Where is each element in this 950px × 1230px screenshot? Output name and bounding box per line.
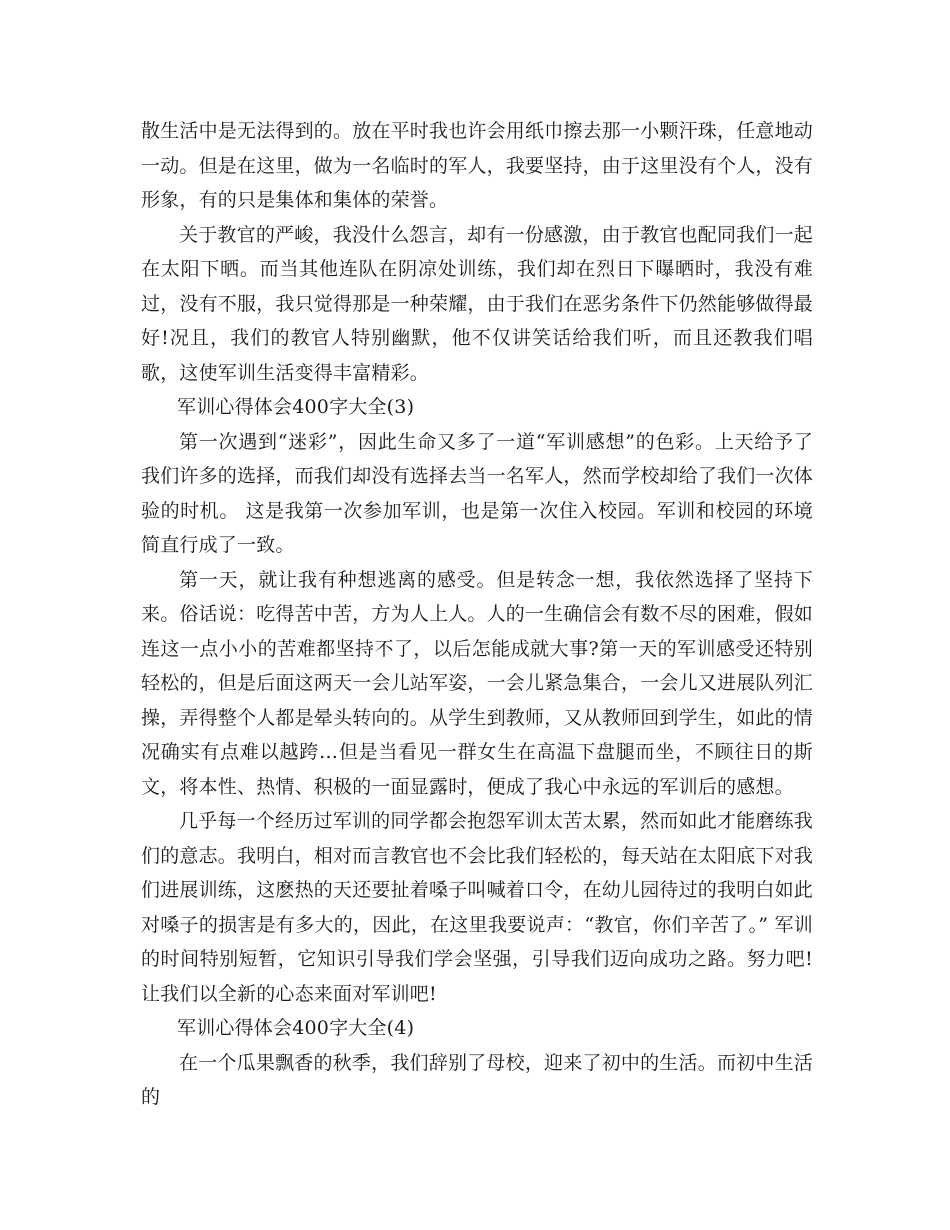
paragraph-complaints: 几乎每一个经历过军训的同学都会抱怨军训太苦太累，然而如此才能磨练我们的意志。我明白，相对而言教官也不会比我们轻松的，每天站在太阳底下对我们进展训练，这麽热的天还要扯着嗓子叫喊着口令，在幼儿园待过的我明白如此对嗓子的损害是有多大的，因此，在这里我要说声：“教官，你们辛苦了。” 军训的时间特别短暂，它知识引导我们学会坚强，引导我们迈向成功之路。努力吧!让我们以全新的心态来面对军训吧! bbox=[141, 810, 814, 1005]
document-body bbox=[141, 114, 813, 1115]
paragraph-camouflage: 第一次遇到“迷彩”，因此生命又多了一道“军训感想”的色彩。上天给予了我们许多的选择，而我们却没有选择去当一名军人，然而学校却给了我们一次体验的时机。 这是我第一次参加军训，也是第一次住入校园。军训和校园的环境简直行成了一致。 bbox=[141, 430, 814, 556]
paragraph-continuation: 散生活中是无法得到的。放在平时我也许会用纸巾擦去那一小颗汗珠，任意地动一动。但是在这里，做为一名临时的军人，我要坚持，由于这里没有个人，没有形象，有的只是集体和集体的荣誉。 bbox=[141, 120, 814, 211]
paragraph-instructor: 关于教官的严峻，我没什么怨言，却有一份感激，由于教官也配同我们一起在太阳下晒。而当其他连队在阴凉处训练，我们却在烈日下曝晒时，我没有难过，没有不服，我只觉得那是一种荣耀，由于我们在恶劣条件下仍然能够做得最好!况且，我们的教官人特别幽默，他不仅讲笑话给我们听，而且还教我们唱歌，这使军训生活变得丰富精彩。 bbox=[141, 223, 814, 384]
section-heading-4: 军训心得体会400字大全(4) bbox=[177, 1017, 415, 1039]
section-heading-3: 军训心得体会400字大全(3) bbox=[177, 396, 415, 418]
paragraph-autumn: 在一个瓜果飘香的秋季，我们辞别了母校，迎来了初中的生活。而初中生活的 bbox=[141, 1051, 813, 1108]
paragraph-first-day: 第一天，就让我有种想逃离的感受。但是转念一想，我依然选择了坚持下来。俗话说：吃得苦中苦，方为人上人。人的一生确信会有数不尽的困难，假如连这一点小小的苦难都坚持不了，以后怎能成就大事?第一天的军训感受还特别轻松的，但是后面这两天一会儿站军姿，一会儿紧急集合，一会儿又进展队列汇操，弄得整个人都是晕头转向的。从学生到教师，又从教师回到学生，如此的情况确实有点难以越跨…但是当看见一群女生在高温下盘腿而坐，不顾往日的斯文，将本性、热情、积极的一面显露时，便成了我心中永远的军训后的感想。 bbox=[141, 568, 814, 798]
